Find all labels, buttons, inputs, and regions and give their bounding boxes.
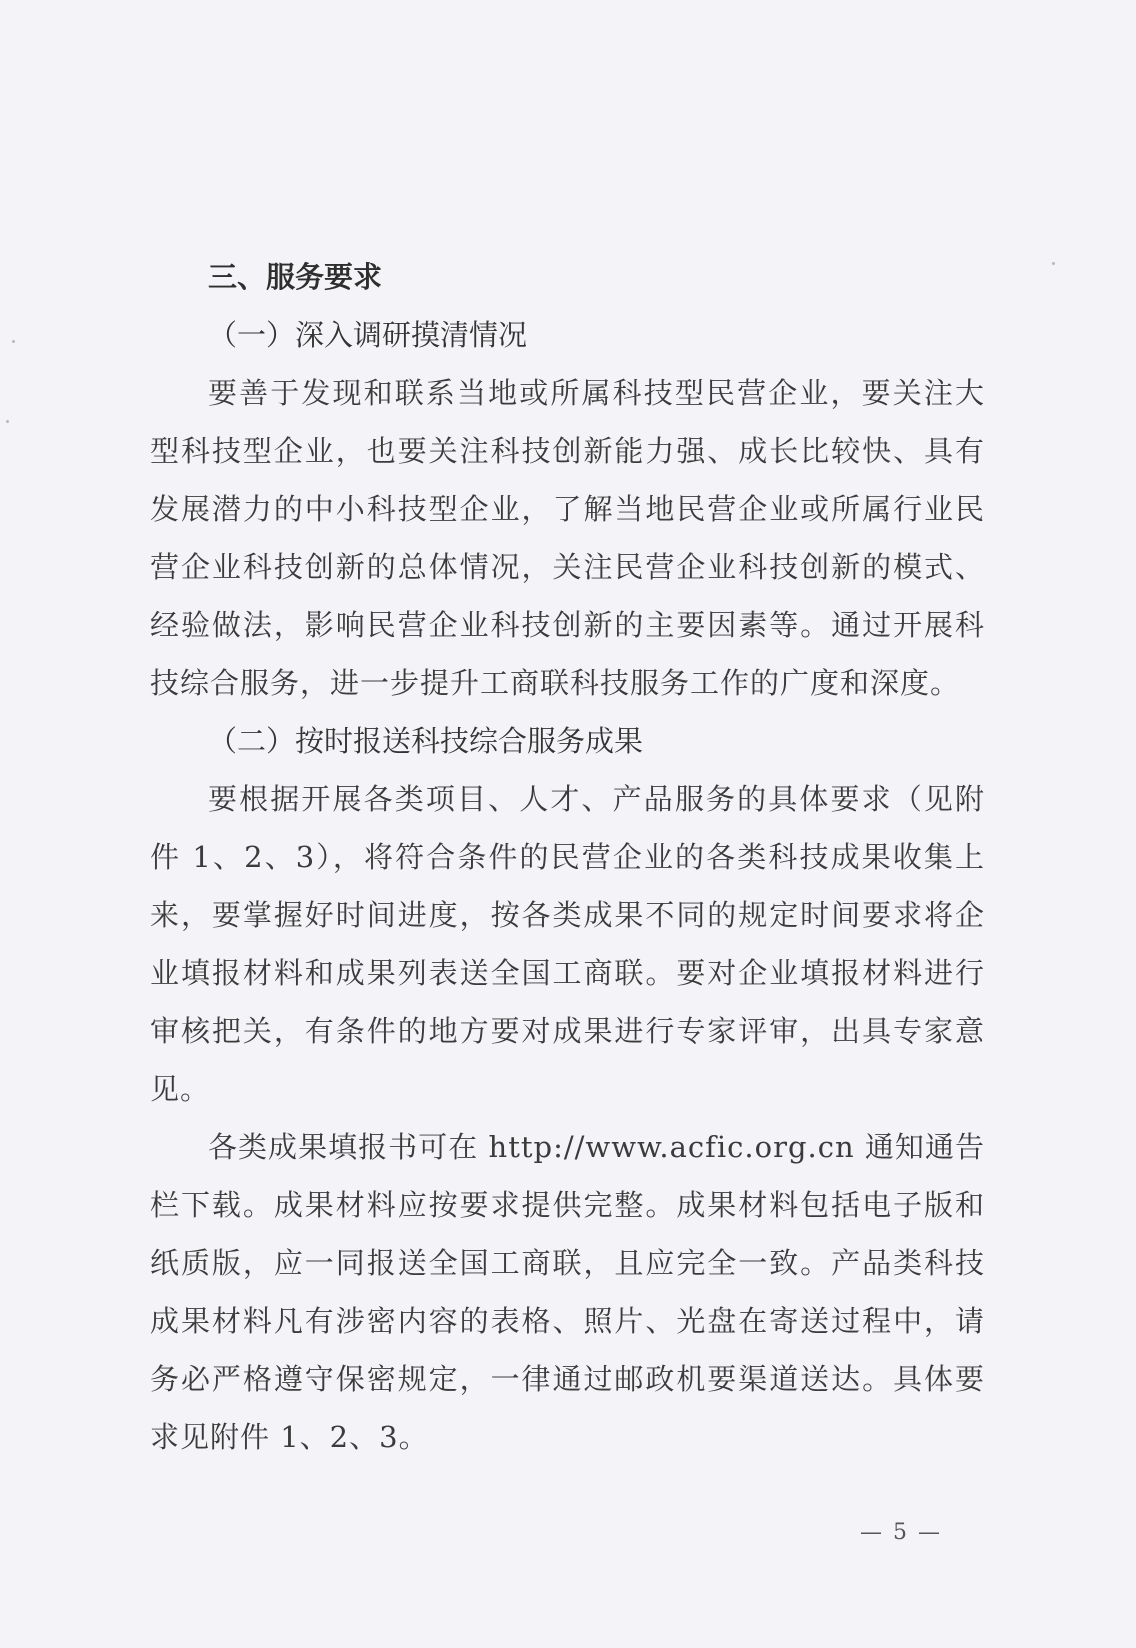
document-body bbox=[150, 248, 985, 1466]
subsection-heading-2: （二）按时报送科技综合服务成果 bbox=[208, 724, 644, 758]
paragraph-research: 要善于发现和联系当地或所属科技型民营企业，要关注大型科技型企业，也要关注科技创新能力强、成长比较快、具有发展潜力的中小科技型企业，了解当地民营企业或所属行业民营企业科技创新的总体情况，关注民营企业科技创新的模式、经验做法，影响民营企业科技创新的主要因素等。通过开展科技综合服务，进一步提升工商联科技服务工作的广度和深度。 bbox=[150, 376, 985, 700]
scan-speck bbox=[1052, 262, 1055, 265]
paragraph-submission: 要根据开展各类项目、人才、产品服务的具体要求（见附件 1、2、3），将符合条件的民营企业的各类科技成果收集上来，要掌握好时间进度，按各类成果不同的规定时间要求将企业填报材料和成果列表送全国工商联。要对企业填报材料进行审核把关，有条件的地方要对成果进行专家评审，出具专家意见。 bbox=[150, 782, 985, 1106]
subsection-heading-1: （一）深入调研摸清情况 bbox=[208, 318, 528, 352]
paragraph-materials: 各类成果填报书可在 http://www.acfic.org.cn 通知通告栏下载。成果材料应按要求提供完整。成果材料包括电子版和纸质版，应一同报送全国工商联，且应完全一致。产品类科技成果材料凡有涉密内容的表格、照片、光盘在寄送过程中，请务必严格遵守保密规定，一律通过邮政机要渠道送达。具体要求见附件 1、2、3。 bbox=[150, 1130, 985, 1454]
section-heading: 三、服务要求 bbox=[208, 260, 383, 294]
scan-speck bbox=[6, 420, 9, 423]
page-number: — 5 — bbox=[860, 1520, 942, 1545]
scan-speck bbox=[12, 340, 15, 343]
